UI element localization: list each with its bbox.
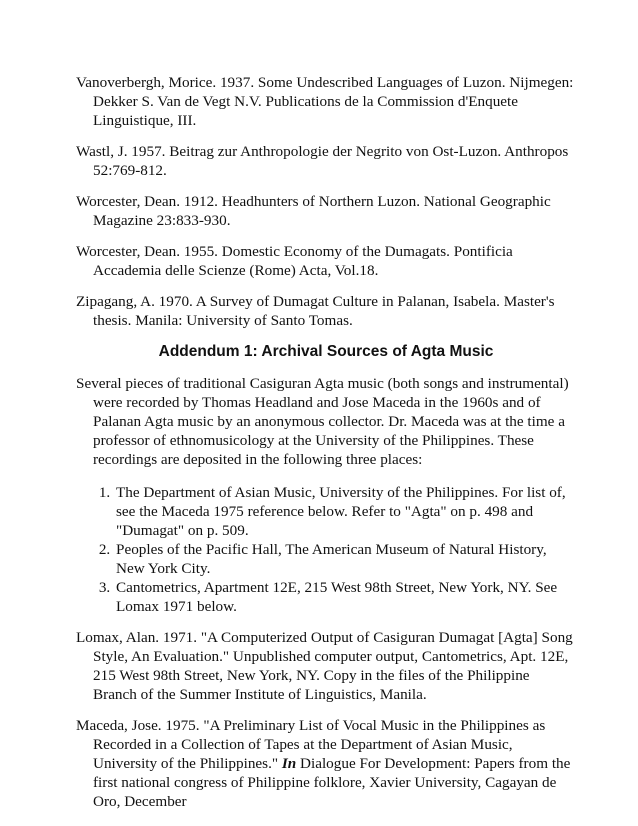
reference-wastl-1957: Wastl, J. 1957. Beitrag zur Anthropologie der Negrito von Ost-Luzon. Anthropos 52:769-812.	[76, 143, 569, 179]
reference-lomax-1971: Lomax, Alan. 1971. "A Computerized Output of Casiguran Dumagat [Agta] Song Style, An Evaluation." Unpublished computer output, Cantometrics, Apt. 12E, 215 West 98th Street, New York, NY. Copy in the files of the Philippine Branch of the Summer Institute of Linguistics, Manila.	[76, 629, 573, 703]
document-page	[76, 73, 576, 823]
reference-worcester-1912: Worcester, Dean. 1912. Headhunters of Northern Luzon. National Geographic Magazine 23:833-930.	[76, 193, 551, 229]
reference-zipagang-1970: Zipagang, A. 1970. A Survey of Dumagat Culture in Palanan, Isabela. Master's thesis. Manila: University of Santo Tomas.	[76, 293, 555, 329]
reference-vanoverbergh-1937: Vanoverbergh, Morice. 1937. Some Undescribed Languages of Luzon. Nijmegen: Dekker S. Van de Vegt N.V. Publications de la Commission d'Enquete Linguistique, III.	[76, 74, 574, 129]
reference-maceda-1975	[76, 716, 576, 811]
addendum-intro: Several pieces of traditional Casiguran Agta music (both songs and instrumental) were recorded by Thomas Headland and Jose Maceda in the 1960s and of Palanan Agta music by an anonymous collector. Dr. Maceda was at the time a professor of ethnomusicology at the University of the Philippines. These recordings are deposited in the following three places:	[76, 375, 569, 468]
archive-place-item: 3. Cantometrics, Apartment 12E, 215 West 98th Street, New York, NY. See Lomax 1971 below.	[114, 578, 576, 616]
maceda-text-start: Maceda, Jose. 1975. "A Preliminary List of Vocal Music in the Philippines as Recorded in a Collection of Tapes at the Department of Asian Music, University of the Philippines."	[76, 717, 546, 772]
archive-place-item: 1. The Department of Asian Music, University of the Philippines. For list of, see the Maceda 1975 reference below. Refer to "Agta" on p. 498 and "Dumagat" on p. 509.	[114, 483, 576, 540]
archive-place-item: 2. Peoples of the Pacific Hall, The American Museum of Natural History, New York City.	[114, 540, 576, 578]
reference-worcester-1955: Worcester, Dean. 1955. Domestic Economy of the Dumagats. Pontificia Accademia delle Scienze (Rome) Acta, Vol.18.	[76, 243, 513, 279]
maceda-in-word: In	[281, 755, 297, 772]
maceda-text-end: Dialogue For Development: Papers from the first national congress of Philippine folklore, Xavier University, Cagayan de Oro, December	[93, 755, 571, 810]
addendum-heading: Addendum 1: Archival Sources of Agta Music	[158, 343, 494, 360]
archive-places-list	[76, 483, 576, 616]
